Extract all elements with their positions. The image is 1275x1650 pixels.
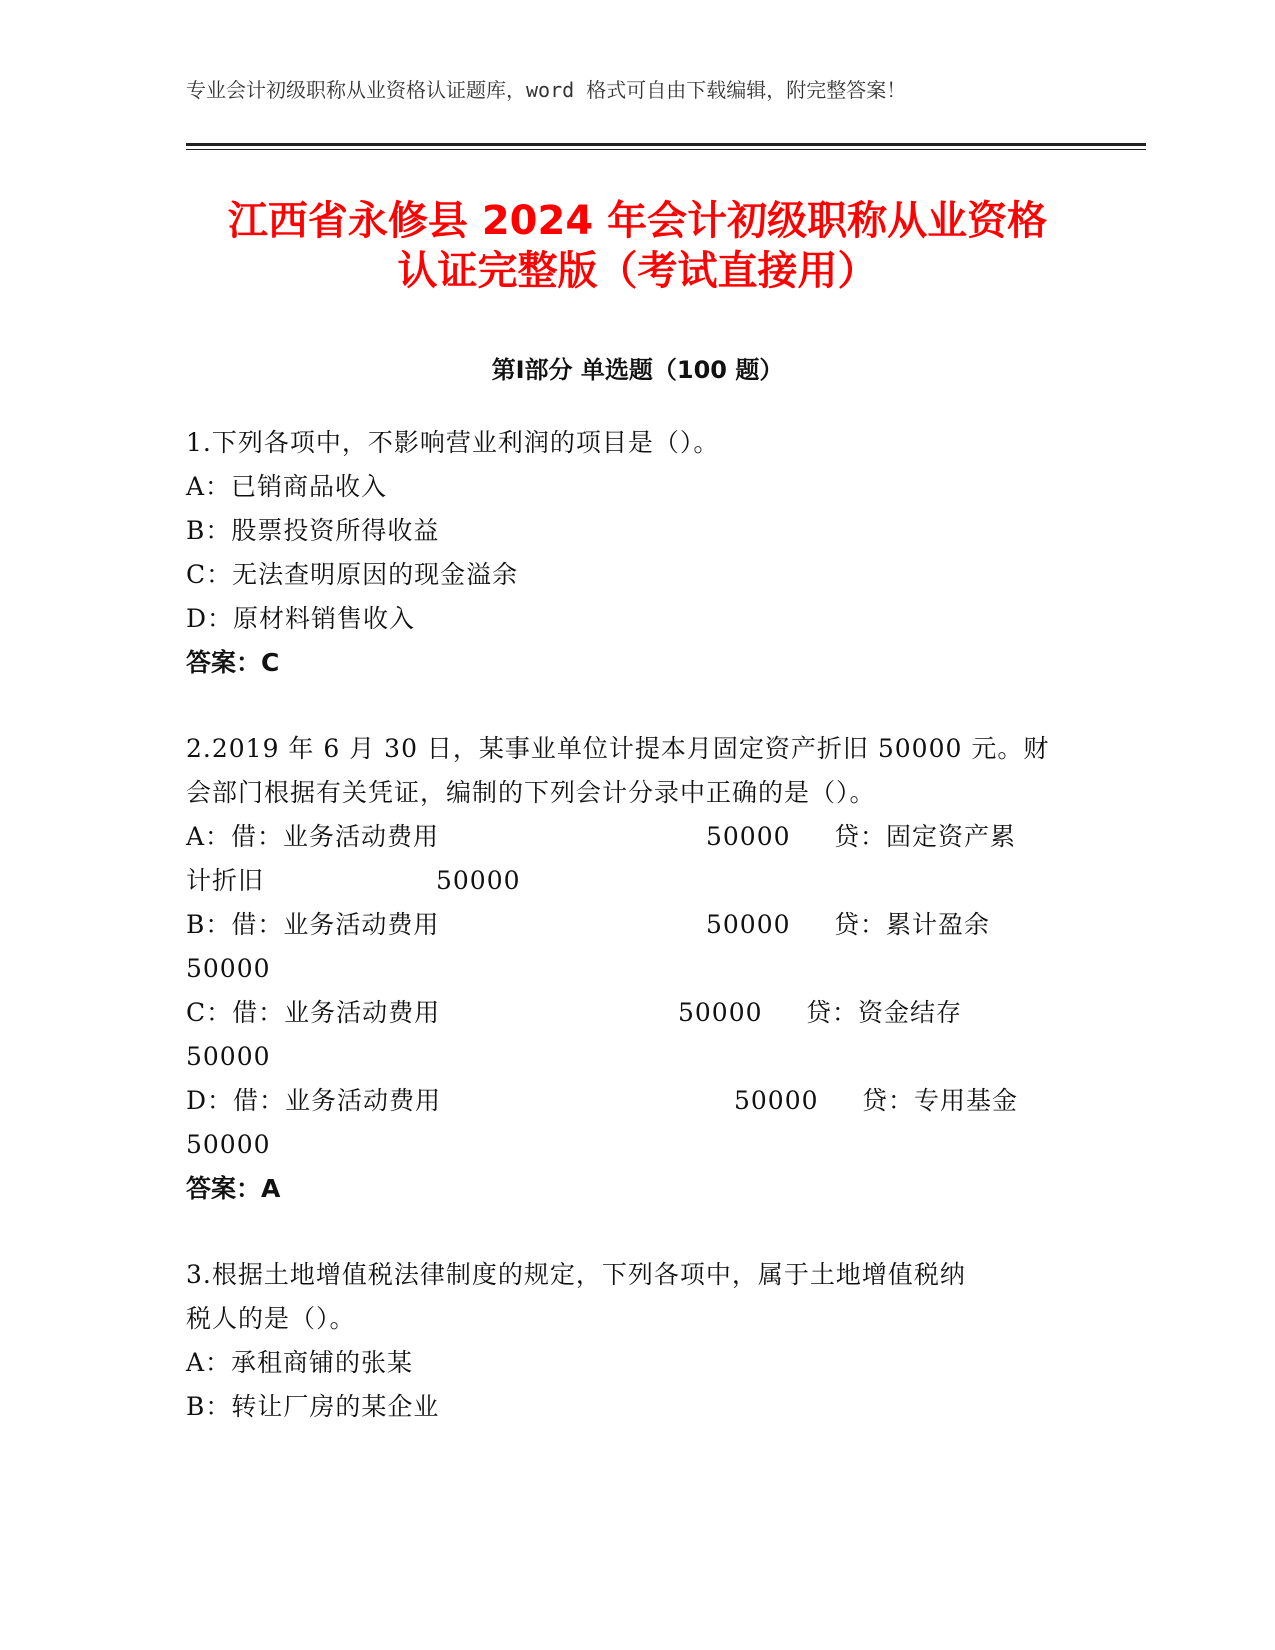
q3-stem-line-2: 税人的是（）。 xyxy=(186,1304,356,1333)
q1-option-b: B：股票投资所得收益 xyxy=(186,516,440,545)
q2-option-c-debit: C：借：业务活动费用 xyxy=(186,998,441,1027)
q1-option-d: D：原材料销售收入 xyxy=(186,604,416,633)
q2-stem-line-2: 会部门根据有关凭证，编制的下列会计分录中正确的是（）。 xyxy=(186,778,876,807)
header-note: 专业会计初级职称从业资格认证题库，word 格式可自由下载编辑，附完整答案！ xyxy=(186,78,907,102)
document-title xyxy=(150,196,1125,296)
q2-option-c-debit-amount: 50000 xyxy=(678,998,763,1027)
q1-option-a: A：已销商品收入 xyxy=(186,472,388,501)
q3-option-b: B：转让厂房的某企业 xyxy=(186,1392,440,1421)
section-title: 第Ⅰ部分 单选题（100 题） xyxy=(491,356,784,384)
q1-answer: 答案：C xyxy=(186,648,280,677)
q3-option-a: A：承租商铺的张某 xyxy=(186,1348,414,1377)
q2-option-c-credit-amount: 50000 xyxy=(186,1042,271,1071)
q2-stem-line-1: 2.2019 年 6 月 30 日，某事业单位计提本月固定资产折旧 50000 元。财 xyxy=(186,734,1050,763)
header-divider-thin xyxy=(186,149,1146,150)
q1-stem: 1.下列各项中，不影响营业利润的项目是（）。 xyxy=(186,428,720,457)
q2-option-a-debit-amount: 50000 xyxy=(706,822,791,851)
q2-option-d-debit-amount: 50000 xyxy=(734,1086,819,1115)
q2-option-a-credit-amount: 50000 xyxy=(436,866,521,895)
q2-option-d-credit: 贷：专用基金 xyxy=(862,1086,1019,1115)
q2-option-d-credit-amount: 50000 xyxy=(186,1130,271,1159)
q2-answer: 答案：A xyxy=(186,1174,281,1203)
q2-option-b-credit-amount: 50000 xyxy=(186,954,271,983)
q2-option-a-credit-cont: 计折旧 xyxy=(186,866,265,895)
q1-option-c: C：无法查明原因的现金溢余 xyxy=(186,560,519,589)
q2-option-b-debit: B：借：业务活动费用 xyxy=(186,910,440,939)
q2-option-c-credit: 贷：资金结存 xyxy=(806,998,963,1027)
header-divider-thick xyxy=(186,143,1146,146)
title-line-2: 认证完整版（考试直接用） xyxy=(397,248,878,294)
q2-option-b-debit-amount: 50000 xyxy=(706,910,791,939)
q2-option-d-debit: D：借：业务活动费用 xyxy=(186,1086,442,1115)
q3-stem-line-1: 3.根据土地增值税法律制度的规定，下列各项中，属于土地增值税纳 xyxy=(186,1260,966,1289)
q2-option-a-credit: 贷：固定资产累 xyxy=(834,822,1017,851)
q2-option-b-credit: 贷：累计盈余 xyxy=(834,910,991,939)
title-line-1: 江西省永修县 2024 年会计初级职称从业资格 xyxy=(227,198,1048,244)
q2-option-a-debit: A：借：业务活动费用 xyxy=(186,822,440,851)
